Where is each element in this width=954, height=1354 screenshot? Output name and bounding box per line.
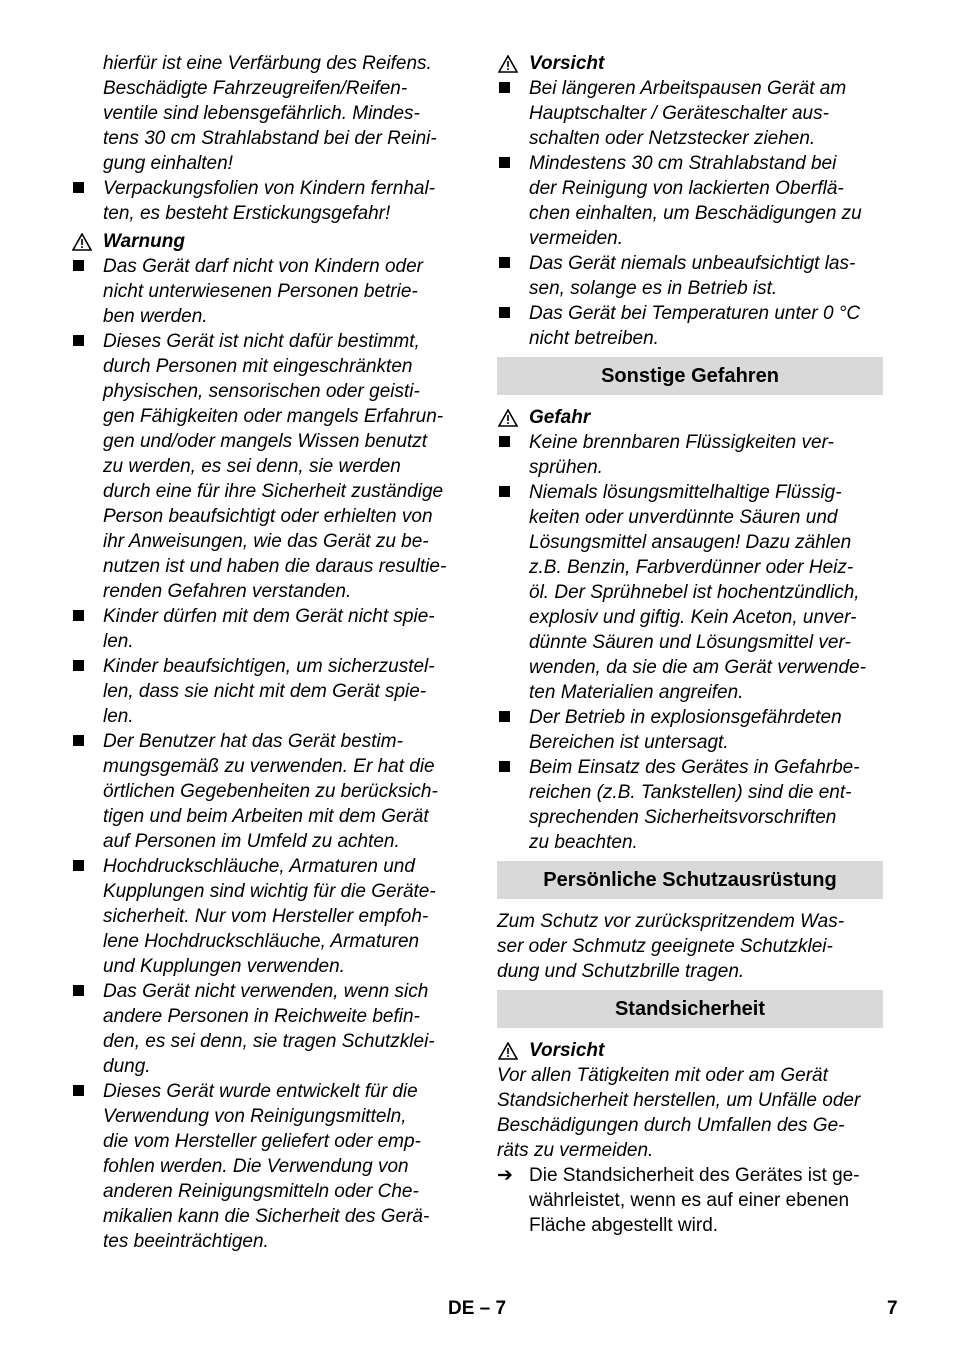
ppe-paragraph <box>497 909 883 984</box>
text-line: explosiv und giftig. Kein Aceton, unver- <box>529 607 857 628</box>
text-line: Person beaufsichtigt oder erhielten von <box>103 506 433 527</box>
list-item <box>497 76 883 151</box>
text-line: währleistet, wenn es auf einer ebenen <box>529 1190 850 1211</box>
text-line: renden Gefahren verstanden. <box>103 581 352 602</box>
text-line: Beschädigungen durch Umfallen des Ge- <box>497 1115 845 1136</box>
list-item <box>497 301 883 351</box>
text-line: Hauptschalter / Geräteschalter aus- <box>529 103 829 124</box>
text-line: Fläche abgestellt wird. <box>529 1215 719 1236</box>
text-line: sicherheit. Nur vom Hersteller empfoh- <box>103 906 429 927</box>
text-line: Dieses Gerät wurde entwickelt für die <box>103 1081 418 1102</box>
list-item <box>497 755 883 855</box>
text-line: Das Gerät nicht verwenden, wenn sich <box>103 981 429 1002</box>
list-item <box>497 480 883 705</box>
list-item <box>71 604 461 654</box>
text-line: dung. <box>103 1056 151 1077</box>
square-bullet-icon <box>73 735 84 746</box>
list-item-packaging <box>71 176 461 226</box>
text-line: Keine brennbaren Flüssigkeiten ver- <box>529 432 834 453</box>
text-line: zu beachten. <box>529 832 638 853</box>
text-line: tens 30 cm Strahlabstand bei der Reini- <box>103 128 437 149</box>
text-line: ten Materialien angreifen. <box>529 682 744 703</box>
intro-continuation <box>71 51 461 176</box>
text-line: len. <box>103 631 134 652</box>
stability-paragraph <box>497 1063 883 1163</box>
square-bullet-icon <box>73 860 84 871</box>
text-line: Kinder beaufsichtigen, um sicherzustel- <box>103 656 435 677</box>
text-line: nutzen ist und haben die daraus resultie- <box>103 556 447 577</box>
text-line: Standsicherheit herstellen, um Unfälle oder <box>497 1090 861 1111</box>
danger-label: Gefahr <box>529 407 591 428</box>
left-column <box>71 51 461 1254</box>
warning-label: Warnung <box>103 231 185 252</box>
text-line: keiten oder unverdünnte Säuren und <box>529 507 838 528</box>
text-line: schalten oder Netzstecker ziehen. <box>529 128 816 149</box>
warning-triangle-icon <box>498 409 518 427</box>
list-item <box>71 979 461 1079</box>
list-item <box>71 729 461 854</box>
list-item <box>497 430 883 480</box>
list-item <box>71 854 461 979</box>
text-line: hierfür ist eine Verfärbung des Reifens. <box>103 53 432 74</box>
square-bullet-icon <box>499 436 510 447</box>
text-line: andere Personen in Reichweite befin- <box>103 1006 420 1027</box>
text-line: mungsgemäß zu verwenden. Er hat die <box>103 756 435 777</box>
text-line: ser oder Schmutz geeignete Schutzklei- <box>497 936 833 957</box>
footer-page-label: DE – 7 <box>448 1298 507 1319</box>
text-line: Vor allen Tätigkeiten mit oder am Gerät <box>497 1065 828 1086</box>
square-bullet-icon <box>499 307 510 318</box>
text-line: Kinder dürfen mit dem Gerät nicht spie- <box>103 606 435 627</box>
text-line: die vom Hersteller geliefert oder emp- <box>103 1131 421 1152</box>
text-line: Verwendung von Reinigungsmitteln, <box>103 1106 407 1127</box>
text-line: gen Fähigkeiten oder mangels Erfahrun- <box>103 406 444 427</box>
square-bullet-icon <box>499 711 510 722</box>
list-item <box>71 329 461 604</box>
text-line: und Kupplungen verwenden. <box>103 956 345 977</box>
text-line: räts zu vermeiden. <box>497 1140 654 1161</box>
text-line: Beschädigte Fahrzeugreifen/Reifen- <box>103 78 408 99</box>
warning-triangle-icon <box>498 55 518 73</box>
warning-triangle-icon <box>498 1042 518 1060</box>
text-line: mikalien kann die Sicherheit des Gerä- <box>103 1206 430 1227</box>
list-item <box>71 254 461 329</box>
text-line: Bereichen ist untersagt. <box>529 732 729 753</box>
square-bullet-icon <box>499 257 510 268</box>
text-line: len. <box>103 706 134 727</box>
text-line: Dieses Gerät ist nicht dafür bestimmt, <box>103 331 420 352</box>
text-line: gung einhalten! <box>103 153 233 174</box>
text-line: sen, solange es in Betrieb ist. <box>529 278 778 299</box>
section-heading-ppe: Persönliche Schutzausrüstung <box>497 861 883 899</box>
text-line: reichen (z.B. Tankstellen) sind die ent- <box>529 782 852 803</box>
text-line: Der Benutzer hat das Gerät bestim- <box>103 731 403 752</box>
list-item <box>497 151 883 251</box>
text-line: nicht unterwiesenen Personen betrie- <box>103 281 418 302</box>
text-line: Hochdruckschläuche, Armaturen und <box>103 856 415 877</box>
right-column <box>497 51 883 1238</box>
section-heading-stability: Standsicherheit <box>497 990 883 1028</box>
text-line: anderen Reinigungsmitteln oder Che- <box>103 1181 419 1202</box>
section-heading-other-hazards: Sonstige Gefahren <box>497 357 883 395</box>
text-line: Das Gerät bei Temperaturen unter 0 °C <box>529 303 861 324</box>
text-line: wenden, da sie die am Gerät verwende- <box>529 657 866 678</box>
text-line: vermeiden. <box>529 228 623 249</box>
text-line: len, dass sie nicht mit dem Gerät spie- <box>103 681 427 702</box>
warning-heading <box>71 229 461 254</box>
text-line: zu werden, es sei denn, sie werden <box>103 456 401 477</box>
text-line: Der Betrieb in explosionsgefährdeten <box>529 707 842 728</box>
square-bullet-icon <box>73 985 84 996</box>
list-item <box>71 1079 461 1254</box>
text-line: der Reinigung von lackierten Oberflä- <box>529 178 844 199</box>
caution-heading <box>497 51 883 76</box>
list-item <box>71 654 461 729</box>
square-bullet-icon <box>499 82 510 93</box>
text-line: tigen und beim Arbeiten mit dem Gerät <box>103 806 429 827</box>
text-line: gen und/oder mangels Wissen benutzt <box>103 431 428 452</box>
text-line: Die Standsicherheit des Gerätes ist ge- <box>529 1165 860 1186</box>
warning-triangle-icon <box>72 233 92 251</box>
stability-caution-heading <box>497 1038 883 1063</box>
text-line: ihr Anweisungen, wie das Gerät zu be- <box>103 531 429 552</box>
text-line: Kupplungen sind wichtig für die Geräte- <box>103 881 436 902</box>
list-item <box>497 251 883 301</box>
text-line: sprühen. <box>529 457 603 478</box>
text-line: den, es sei denn, sie tragen Schutzklei- <box>103 1031 435 1052</box>
square-bullet-icon <box>73 182 84 193</box>
text-line: öl. Der Sprühnebel ist hochentzündlich, <box>529 582 860 603</box>
text-line: physischen, sensorischen oder geisti- <box>103 381 420 402</box>
result-item <box>497 1163 883 1238</box>
text-line: ben werden. <box>103 306 208 327</box>
text-line: Beim Einsatz des Gerätes in Gefahrbe- <box>529 757 860 778</box>
square-bullet-icon <box>73 610 84 621</box>
square-bullet-icon <box>73 335 84 346</box>
text-line: z.B. Benzin, Farbverdünner oder Heiz- <box>529 557 854 578</box>
text-line: fohlen werden. Die Verwendung von <box>103 1156 409 1177</box>
square-bullet-icon <box>73 660 84 671</box>
text-line: chen einhalten, um Beschädigungen zu <box>529 203 862 224</box>
text-line: ventile sind lebensgefährlich. Mindes- <box>103 103 420 124</box>
square-bullet-icon <box>499 486 510 497</box>
text-line: Bei längeren Arbeitspausen Gerät am <box>529 78 847 99</box>
text-line: Das Gerät darf nicht von Kindern oder <box>103 256 424 277</box>
text-line: Verpackungsfolien von Kindern fernhal- <box>103 178 435 199</box>
text-line: Lösungsmittel ansaugen! Dazu zählen <box>529 532 852 553</box>
text-line: Mindestens 30 cm Strahlabstand bei <box>529 153 837 174</box>
text-line: örtlichen Gegebenheiten zu berücksich- <box>103 781 438 802</box>
text-line: durch Personen mit eingeschränkten <box>103 356 413 377</box>
stability-caution-label: Vorsicht <box>529 1040 605 1061</box>
text-line: dung und Schutzbrille tragen. <box>497 961 745 982</box>
square-bullet-icon <box>499 157 510 168</box>
square-bullet-icon <box>73 1085 84 1096</box>
text-line: durch eine für ihre Sicherheit zuständige <box>103 481 444 502</box>
square-bullet-icon <box>499 761 510 772</box>
text-line: nicht betreiben. <box>529 328 659 349</box>
page-number: 7 <box>887 1298 898 1319</box>
text-line: Niemals lösungsmittelhaltige Flüssig- <box>529 482 842 503</box>
text-line: ten, es besteht Erstickungsgefahr! <box>103 203 391 224</box>
text-line: dünnte Säuren und Lösungsmittel ver- <box>529 632 851 653</box>
text-line: Zum Schutz vor zurückspritzendem Was- <box>497 911 845 932</box>
text-line: sprechenden Sicherheitsvorschriften <box>529 807 837 828</box>
caution-label: Vorsicht <box>529 53 605 74</box>
text-line: lene Hochdruckschläuche, Armaturen <box>103 931 420 952</box>
danger-heading <box>497 405 883 430</box>
square-bullet-icon <box>73 260 84 271</box>
right-arrow-icon: ➔ <box>497 1165 513 1186</box>
text-line: tes beeinträchtigen. <box>103 1231 269 1252</box>
text-line: Das Gerät niemals unbeaufsichtigt las- <box>529 253 856 274</box>
list-item <box>497 705 883 755</box>
text-line: auf Personen im Umfeld zu achten. <box>103 831 400 852</box>
